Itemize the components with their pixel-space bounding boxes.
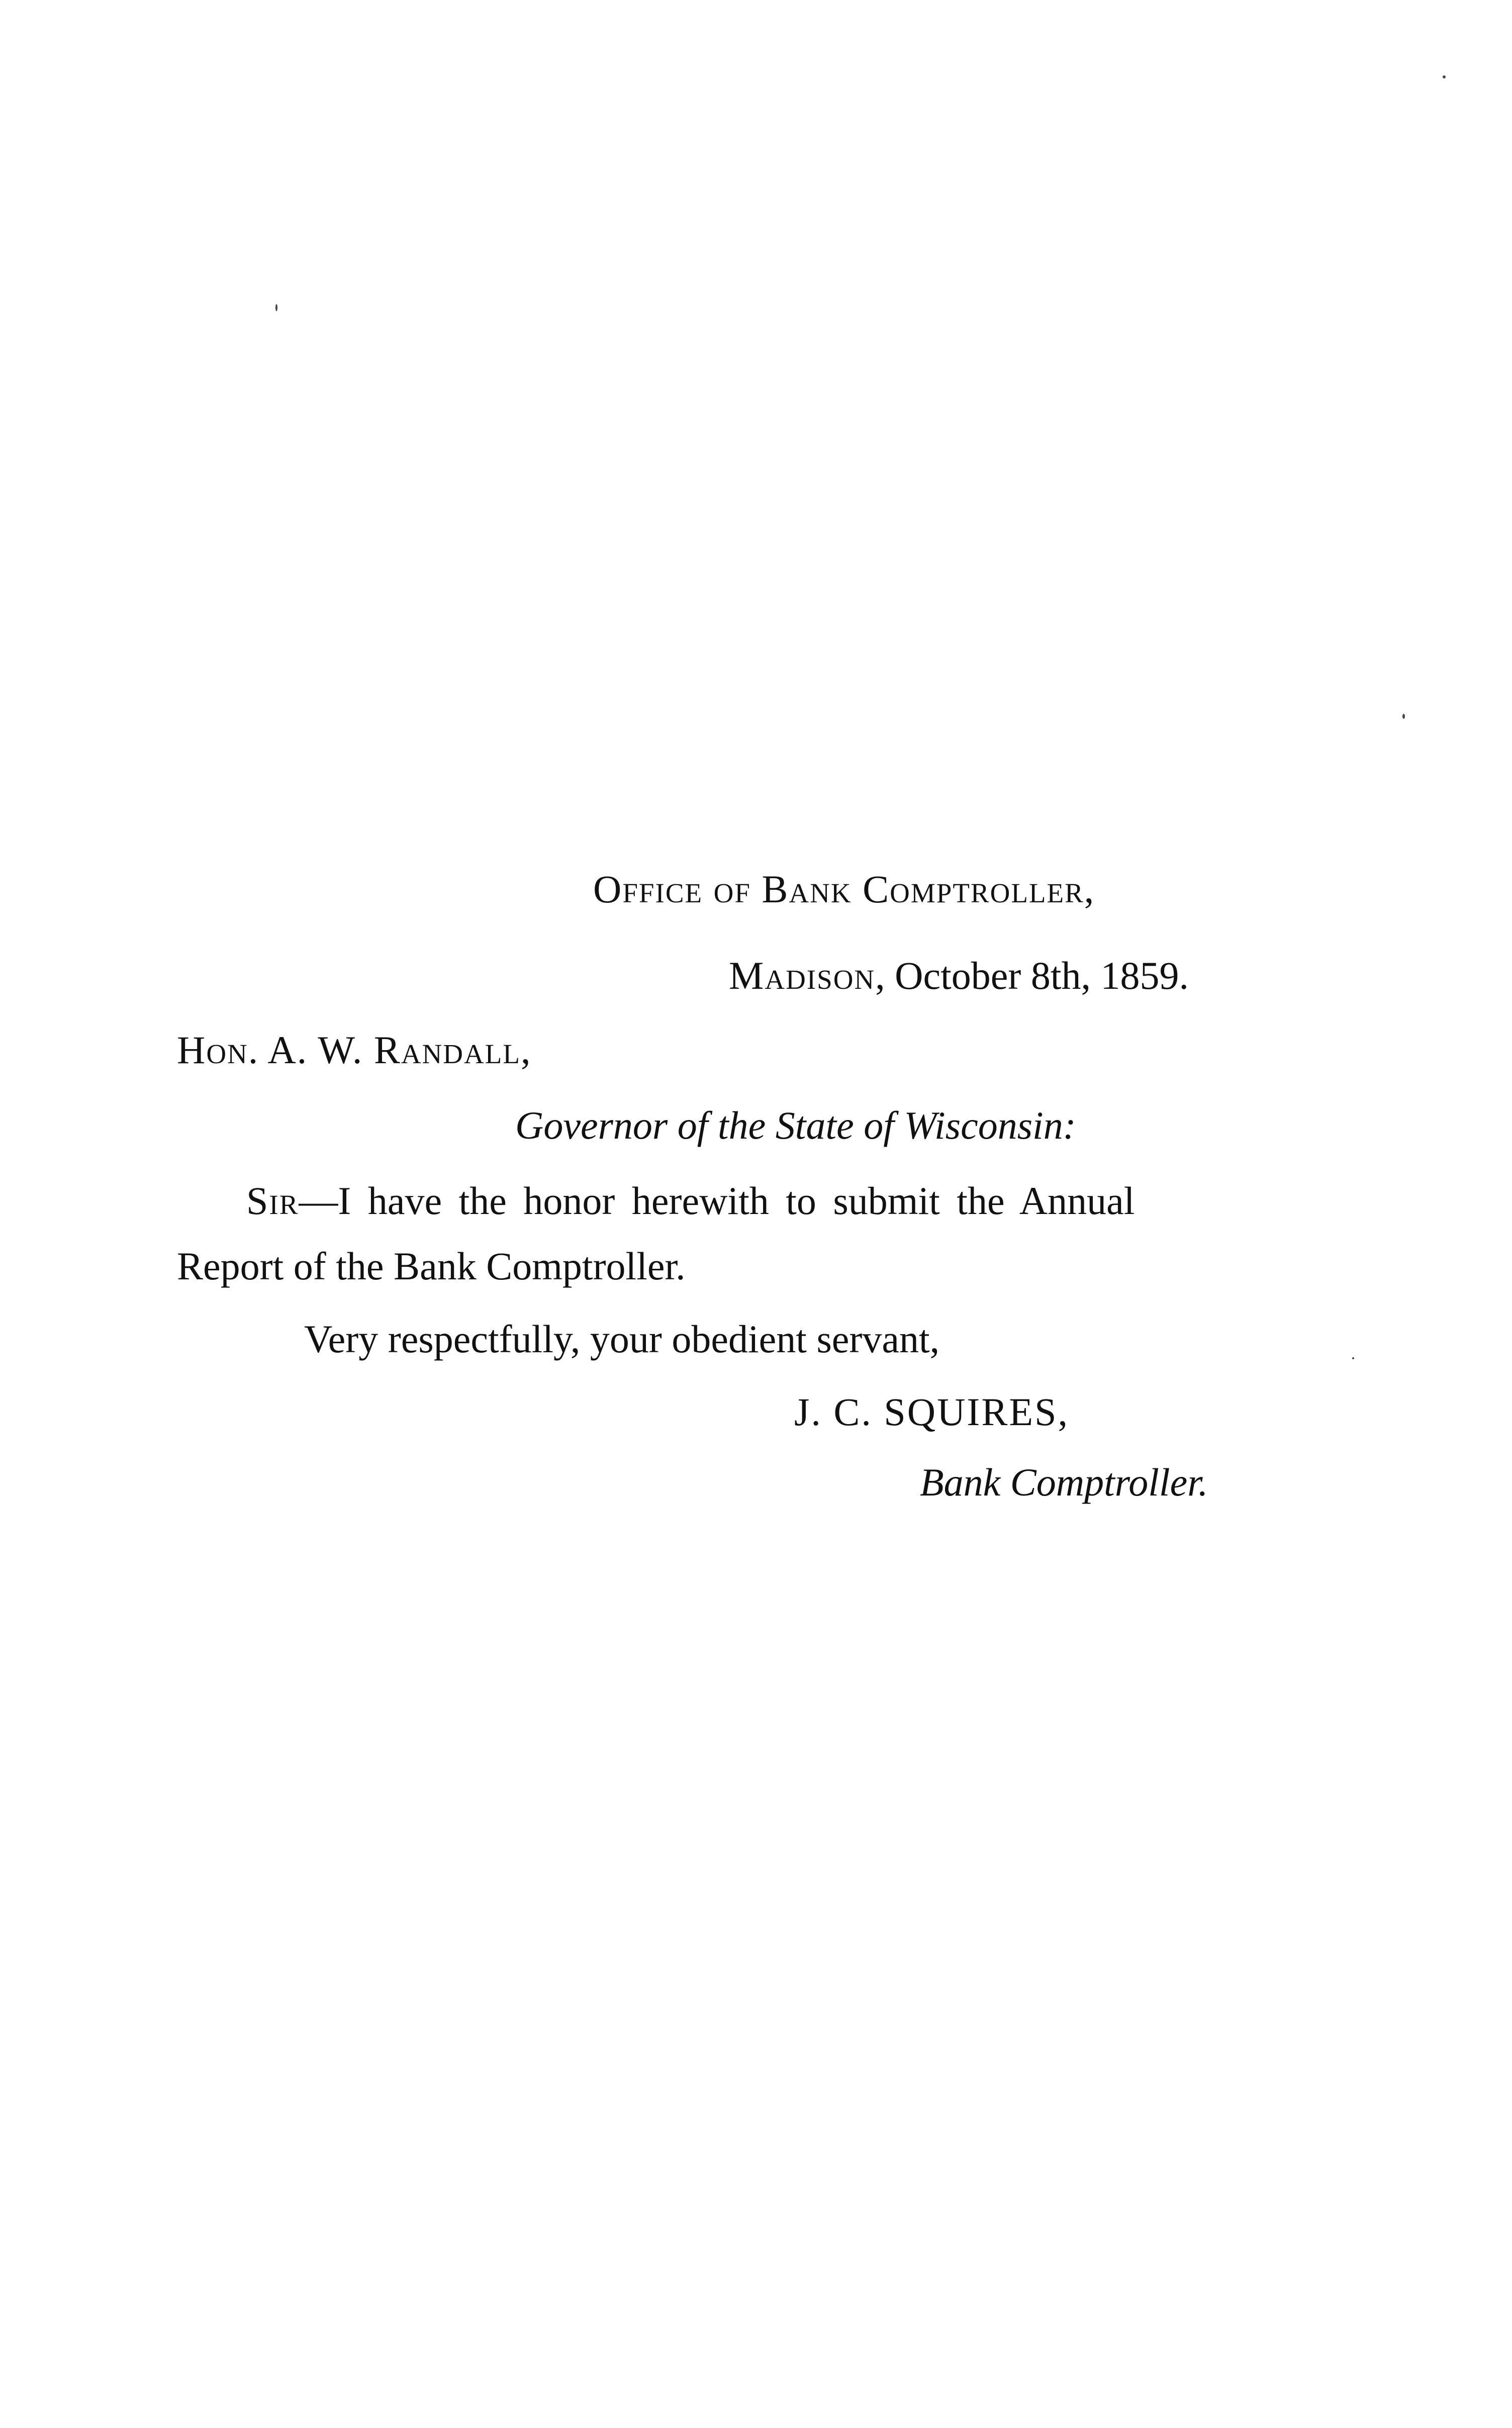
letter-body-line: Report of the Bank Comptroller. — [177, 1244, 686, 1288]
signature-title: Bank Comptroller. — [920, 1460, 1208, 1504]
addressee: Hon. A. W. Randall, — [177, 1028, 532, 1072]
line-rest: , October 8th, 1859. — [875, 954, 1189, 997]
print-speck — [1352, 1357, 1354, 1359]
letter-body-line — [246, 1181, 1135, 1221]
place-date — [729, 956, 1189, 995]
addressee-title: Governor of the State of Wisconsin: — [515, 1103, 1076, 1147]
line-rest: —I have the honor herewith to submit the Annual — [299, 1179, 1135, 1223]
signature: J. C. SQUIRES, — [794, 1390, 1069, 1434]
print-speck — [1443, 75, 1446, 78]
closing: Very respectfully, your obedient servant, — [304, 1317, 940, 1361]
print-speck — [1402, 714, 1405, 719]
office-heading: Office of Bank Comptroller, — [593, 867, 1095, 911]
lead-word: Madison — [729, 954, 876, 997]
lead-word: Sir — [246, 1179, 299, 1223]
print-speck — [275, 304, 277, 311]
